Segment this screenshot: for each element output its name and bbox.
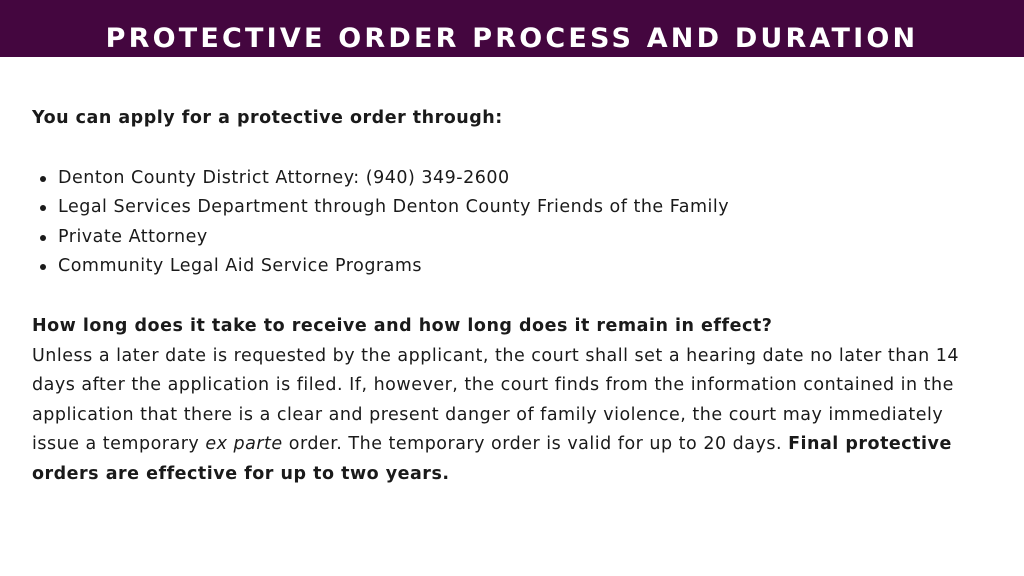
apply-intro: You can apply for a protective order through: (32, 108, 503, 128)
answer-text-continued: order. The temporary order is valid for up to 20 days. (282, 434, 789, 455)
answer-italic-text: ex parte (205, 434, 283, 455)
bullet-icon (40, 176, 46, 182)
list-item-label: Legal Services Department through Denton County Friends of the Family (58, 197, 730, 218)
answer-bold-text: Final protective orders are effective for up to two years. (32, 434, 952, 484)
list-item (32, 164, 992, 194)
duration-question: How long does it take to receive and how long does it remain in effect? (32, 315, 773, 336)
page-title: PROTECTIVE ORDER PROCESS AND DURATION (105, 23, 919, 54)
list-item-label: Denton County District Attorney: (940) 349-2600 (58, 167, 510, 188)
answer-text: Unless a later date is requested by the applicant, the court shall set a hearing date no later than 14 days after the application is filed. If, however, the court finds from the information contained in the application that there is a clear and present danger of family violence, the court may immediately issue a temporary (32, 345, 959, 455)
list-item (32, 223, 992, 253)
apply-options-list (32, 164, 992, 282)
list-item (32, 252, 992, 282)
duration-answer (32, 342, 992, 490)
list-item-label: Private Attorney (58, 226, 208, 247)
main-content (32, 104, 992, 490)
list-item-label: Community Legal Aid Service Programs (58, 256, 423, 277)
bullet-icon (40, 235, 46, 241)
list-item (32, 193, 992, 223)
bullet-icon (40, 205, 46, 211)
bullet-icon (40, 264, 46, 270)
